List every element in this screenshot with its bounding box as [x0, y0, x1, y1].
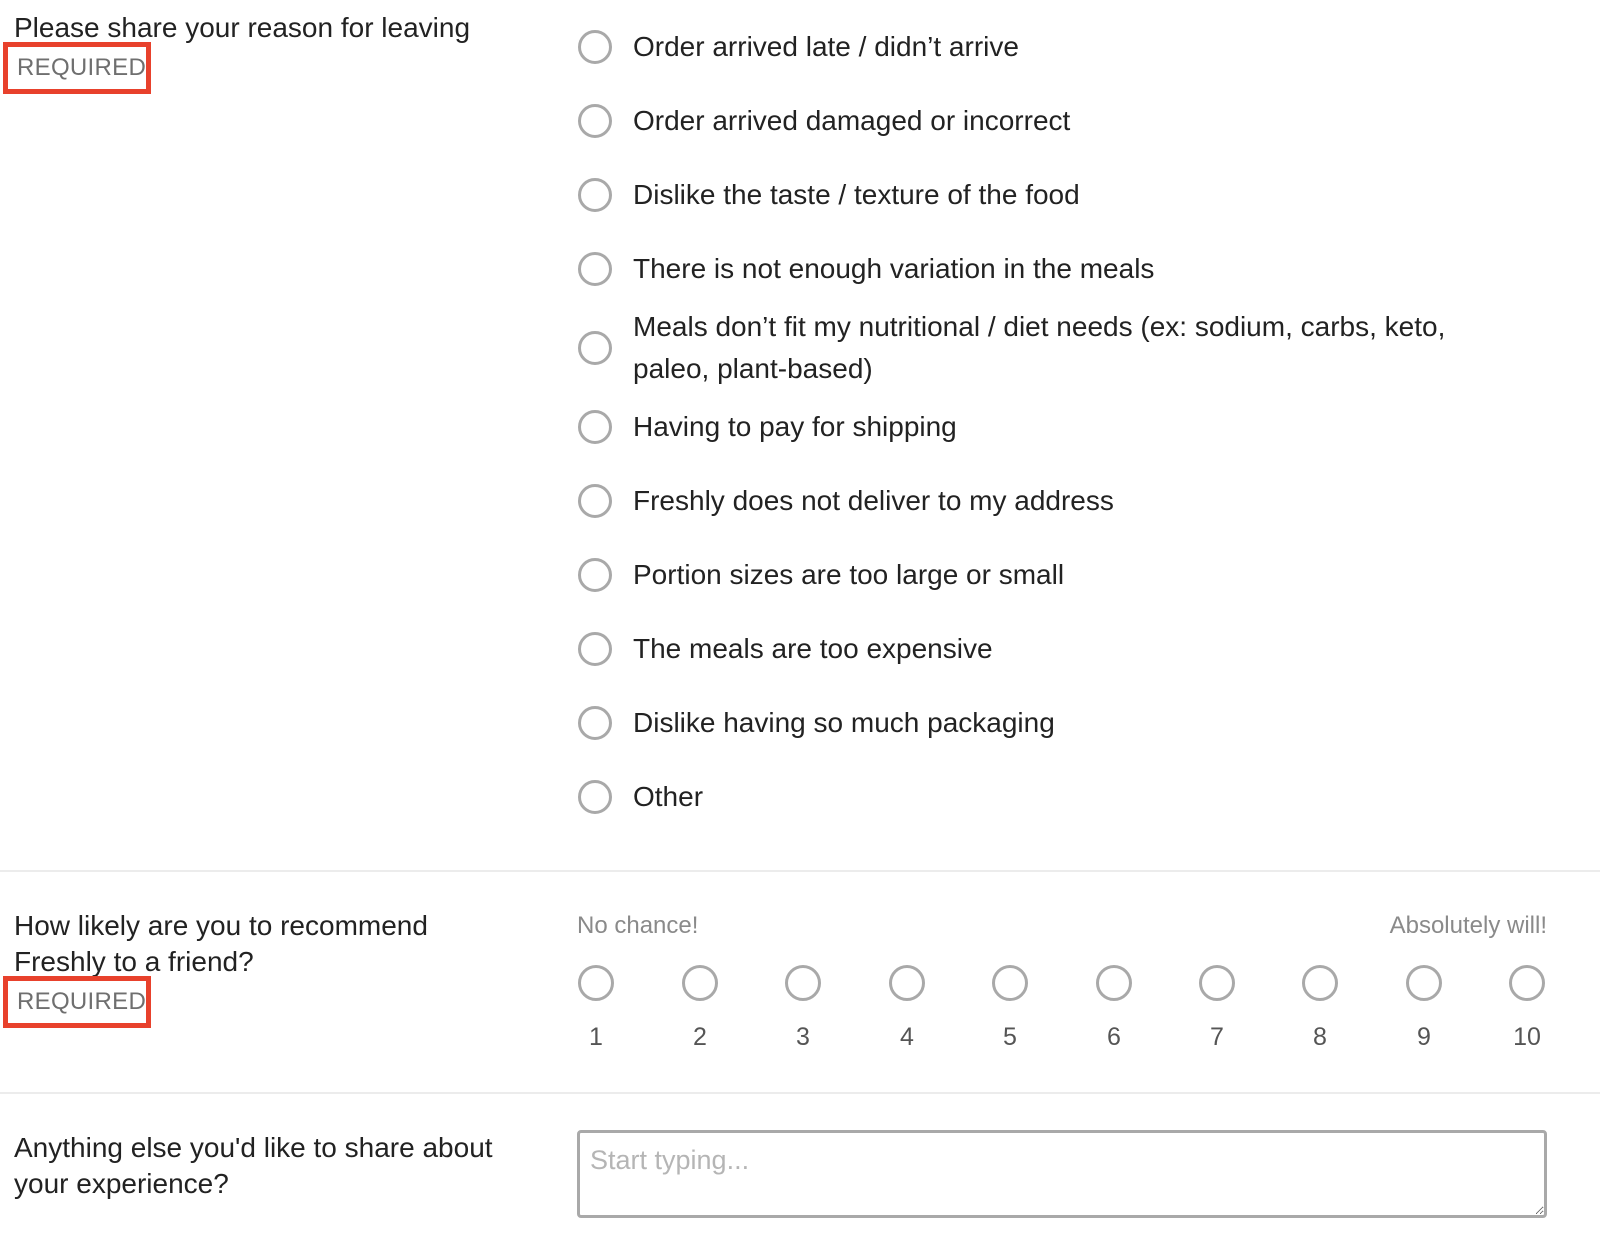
- radio-button[interactable]: [578, 706, 612, 740]
- rating-option-1[interactable]: [576, 965, 616, 1052]
- reason-option-label: Dislike having so much packaging: [633, 707, 1055, 738]
- radio-button[interactable]: [578, 104, 612, 138]
- reason-option-label: Having to pay for shipping: [633, 411, 957, 442]
- rating-number: 2: [693, 1023, 707, 1051]
- reason-required-badge: REQUIRED: [3, 42, 151, 94]
- radio-button[interactable]: [889, 965, 925, 1001]
- radio-button[interactable]: [578, 30, 612, 64]
- radio-button[interactable]: [992, 965, 1028, 1001]
- radio-button[interactable]: [1406, 965, 1442, 1001]
- radio-button[interactable]: [785, 965, 821, 1001]
- comment-question-label: Anything else you'd like to share about your experience?: [14, 1132, 493, 1199]
- reason-option-diet[interactable]: [578, 306, 1560, 390]
- reason-option-variation[interactable]: [578, 248, 1560, 290]
- reason-option-label: Freshly does not deliver to my address: [633, 485, 1114, 516]
- reason-option-packaging[interactable]: [578, 702, 1560, 744]
- reason-option-label: Order arrived damaged or incorrect: [633, 105, 1071, 136]
- section-divider: [0, 1092, 1600, 1094]
- rating-number: 6: [1107, 1023, 1121, 1051]
- radio-button[interactable]: [578, 331, 612, 365]
- radio-button[interactable]: [578, 178, 612, 212]
- radio-button[interactable]: [1302, 965, 1338, 1001]
- radio-button[interactable]: [1096, 965, 1132, 1001]
- radio-button[interactable]: [578, 780, 612, 814]
- rating-option-4[interactable]: [887, 965, 927, 1052]
- reason-option-label: Meals don’t fit my nutritional / diet needs (ex: sodium, carbs, keto, paleo, plant-based): [633, 311, 1446, 384]
- scale-high-label: Absolutely will!: [1389, 912, 1547, 939]
- reason-option-damaged[interactable]: [578, 100, 1560, 142]
- rating-number: 3: [796, 1023, 810, 1051]
- recommend-required-badge: REQUIRED: [3, 976, 151, 1028]
- rating-option-8[interactable]: [1300, 965, 1340, 1052]
- recommend-question-label: How likely are you to recommend Freshly to a friend?: [14, 910, 428, 977]
- radio-button[interactable]: [1509, 965, 1545, 1001]
- rating-number: 10: [1513, 1023, 1541, 1051]
- reason-option-label: Order arrived late / didn’t arrive: [633, 31, 1019, 62]
- rating-option-3[interactable]: [783, 965, 823, 1052]
- reason-option-label: Portion sizes are too large or small: [633, 559, 1065, 590]
- rating-number: 4: [900, 1023, 914, 1051]
- rating-option-9[interactable]: [1404, 965, 1444, 1052]
- rating-option-5[interactable]: [990, 965, 1030, 1052]
- reason-option-other[interactable]: [578, 776, 1560, 818]
- radio-button[interactable]: [578, 252, 612, 286]
- rating-option-6[interactable]: [1094, 965, 1134, 1052]
- radio-button[interactable]: [1199, 965, 1235, 1001]
- scale-low-label: No chance!: [577, 912, 699, 939]
- reason-question-label: Please share your reason for leaving: [14, 12, 471, 43]
- rating-number: 5: [1003, 1023, 1017, 1051]
- reason-option-label: The meals are too expensive: [633, 633, 993, 664]
- rating-number: 7: [1210, 1023, 1224, 1051]
- rating-number: 8: [1313, 1023, 1327, 1051]
- reason-option-taste[interactable]: [578, 174, 1560, 216]
- reason-option-label: Dislike the taste / texture of the food: [633, 179, 1080, 210]
- rating-number: 9: [1417, 1023, 1431, 1051]
- reason-option-label: Other: [633, 781, 704, 812]
- radio-button[interactable]: [578, 410, 612, 444]
- rating-option-7[interactable]: [1197, 965, 1237, 1052]
- radio-button[interactable]: [578, 484, 612, 518]
- reason-option-late[interactable]: [578, 26, 1560, 68]
- reason-option-shipping[interactable]: [578, 406, 1560, 448]
- reason-option-label: There is not enough variation in the meals: [633, 253, 1155, 284]
- rating-number: 1: [589, 1023, 603, 1051]
- reason-option-no-delivery[interactable]: [578, 480, 1560, 522]
- reason-option-portion[interactable]: [578, 554, 1560, 596]
- reason-option-expensive[interactable]: [578, 628, 1560, 670]
- rating-option-10[interactable]: [1507, 965, 1547, 1052]
- rating-option-2[interactable]: [680, 965, 720, 1052]
- radio-button[interactable]: [578, 632, 612, 666]
- radio-button[interactable]: [578, 965, 614, 1001]
- radio-button[interactable]: [682, 965, 718, 1001]
- radio-button[interactable]: [578, 558, 612, 592]
- comment-textarea[interactable]: [577, 1130, 1547, 1218]
